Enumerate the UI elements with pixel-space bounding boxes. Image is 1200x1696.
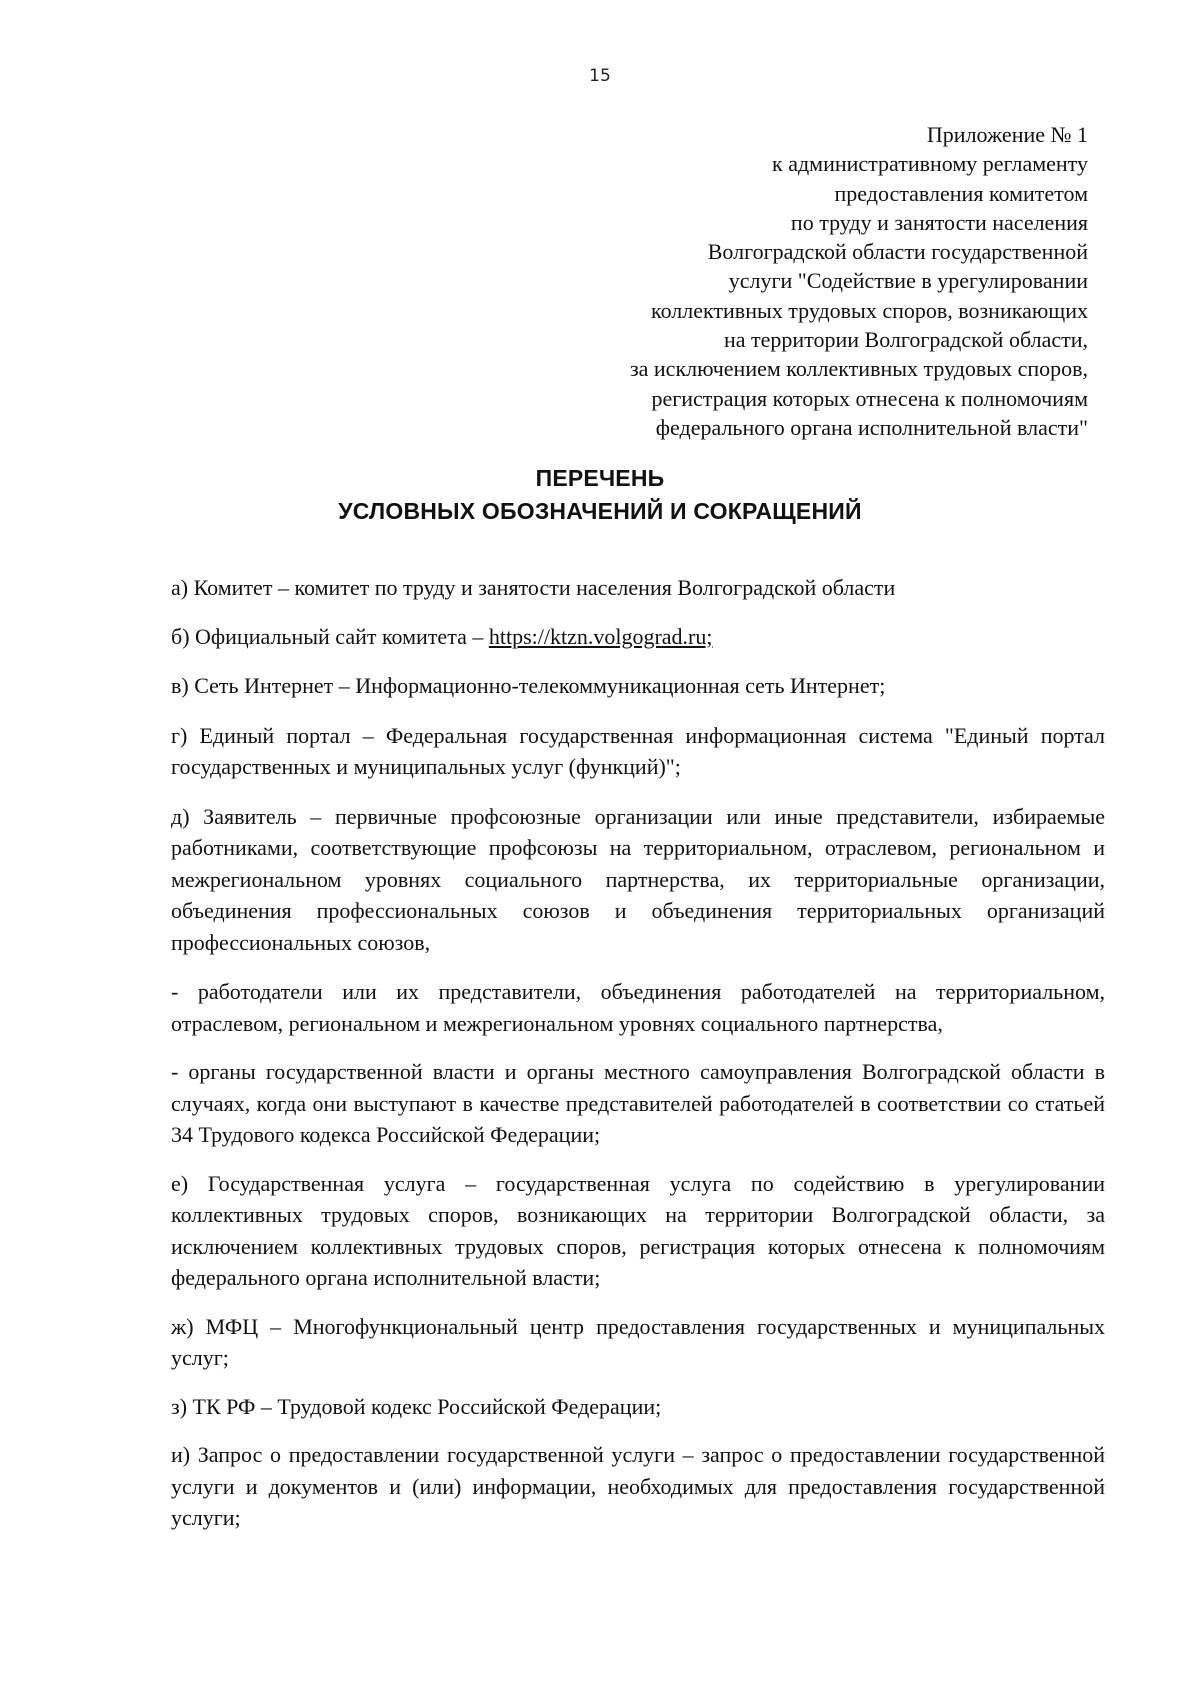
appendix-line: к административному регламенту [772,151,1088,177]
appendix-line: предоставления комитетом [834,180,1088,206]
list-item-v: в) Сеть Интернет – Информационно-телекоммуникационная сеть Интернет; [171,673,886,698]
appendix-line: на территории Волгоградской области, [723,327,1088,353]
abbreviation-list [171,572,1105,1534]
appendix-line: за исключением коллективных трудовых споров, [629,356,1088,382]
list-item-d2: - работодатели или их представители, объединения работодателей на территориальном, отраслевом, региональном и межрегиональном уровнях социального партнерства, [171,979,1105,1036]
list-item-d: д) Заявитель – первичные профсоюзные организации или иные представители, избираемые работниками, соответствующие профсоюзы на территориальном, отраслевом, региональном и межрегиональном уровнях социального партнерства, их территориальные организации, объединения профессиональных союзов и объединения территориальных организаций профессиональных союзов, [171,803,1105,955]
list-item-zh: ж) МФЦ – Многофункциональный центр предоставления государственных и муниципальных услуг; [171,1313,1105,1370]
appendix-line: федерального органа исполнительной власти" [655,414,1088,440]
list-item-a: а) Комитет – комитет по труду и занятости населения Волгоградской области [171,575,896,600]
appendix-line: Волгоградской области государственной [707,239,1088,265]
appendix-line: по труду и занятости населения [790,209,1088,235]
list-item-g: г) Единый портал – Федеральная государственная информационная система "Единый портал государственных и муниципальных услуг (функций)"; [171,722,1105,779]
document-title [0,462,1200,528]
official-site-link[interactable]: https://ktzn.volgograd.ru; [488,623,713,649]
title-line-1: ПЕРЕЧЕНЬ [535,465,665,491]
list-item-z: з) ТК РФ – Трудовой кодекс Российской Федерации; [171,1393,662,1419]
list-item-b-text: б) Официальный сайт комитета – [171,623,489,649]
list-item-d3: - органы государственной власти и органы местного самоуправления Волгоградской области в случаях, когда они выступают в качестве представителей работодателей в соответствии со статьей 34 Трудового кодекса Российской Федерации; [171,1059,1105,1147]
page-number: 15 [589,66,611,86]
list-item-e: е) Государственная услуга – государственная услуга по содействию в урегулировании коллективных трудовых споров, возникающих на территории Волгоградской области, за исключением коллективных трудовых споров, регистрация которых отнесена к полномочиям федерального органа исполнительной власти; [171,1170,1105,1290]
appendix-line: Приложение № 1 [926,122,1088,147]
appendix-line: услуги "Содействие в урегулировании [728,268,1088,294]
appendix-line: регистрация которых отнесена к полномочиям [651,385,1088,411]
list-item-i: и) Запрос о предоставлении государственной услуги – запрос о предоставлении государственной услуги и документов и (или) информации, необходимых для предоставления государственной услуги; [171,1442,1105,1530]
appendix-header [468,120,1088,442]
appendix-line: коллективных трудовых споров, возникающих [651,297,1088,323]
list-item-b [171,621,1105,653]
title-line-2: УСЛОВНЫХ ОБОЗНАЧЕНИЙ И СОКРАЩЕНИЙ [338,498,862,524]
